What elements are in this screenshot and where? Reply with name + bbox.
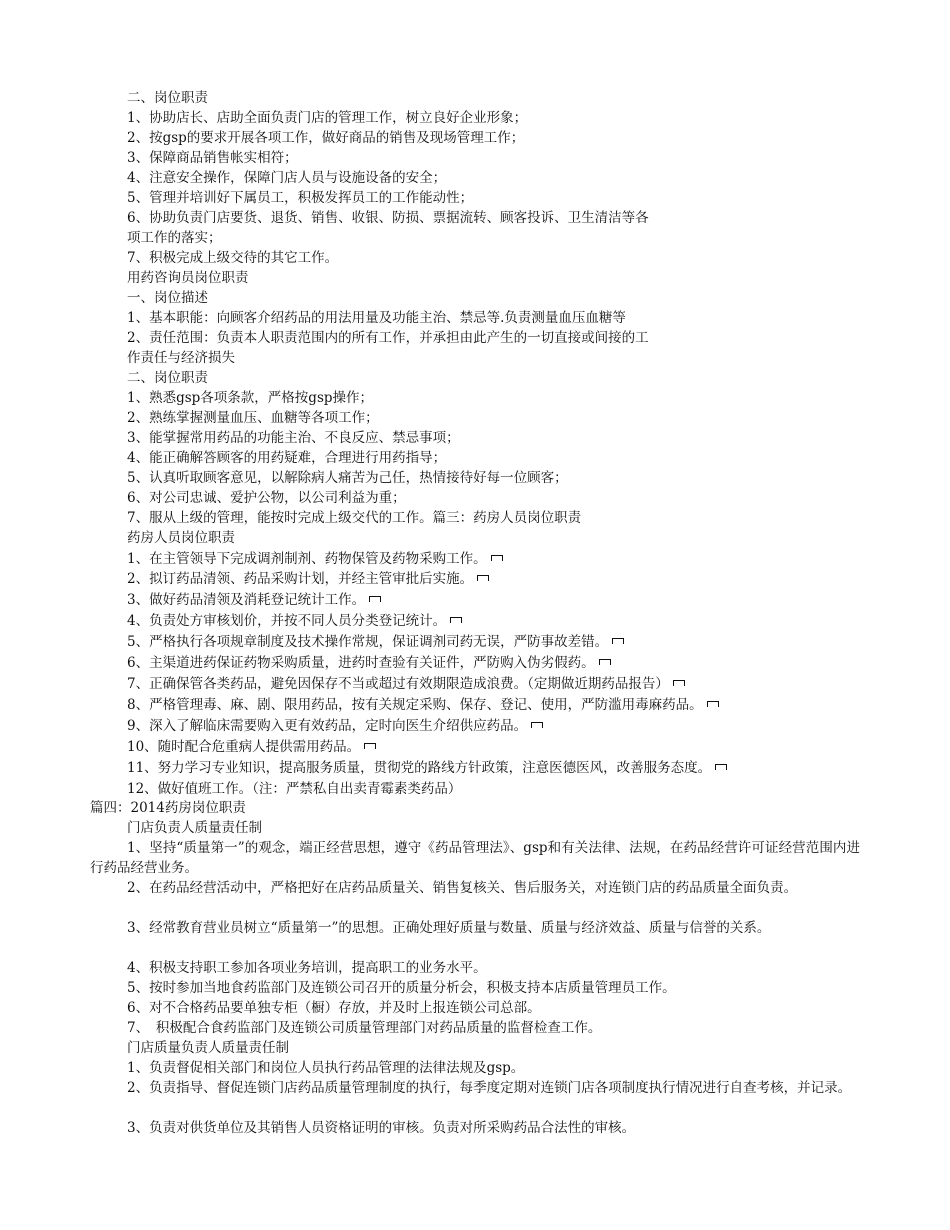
list-item <box>127 653 611 673</box>
text-line: 1、负责督促相关部门和岗位人员执行药品管理的法律法规及gsp。 <box>127 1060 525 1076</box>
return-mark-icon <box>477 575 489 581</box>
text-line: 7、服从上级的管理，能按时完成上级交代的工作。篇三：药房人员岗位职责 <box>127 510 582 526</box>
list-item-text: 11、努力学习专业知识，提高服务质量，贯彻党的路线方针政策，注意医德医风，改善服务态度。 <box>127 760 712 776</box>
list-item-text: 5、严格执行各项规章制度及技术操作常规，保证调剂司药无误，严防事故差错。 <box>127 634 609 650</box>
return-mark-icon <box>450 617 462 623</box>
paragraph: 2、负责指导、督促连锁门店药品质量管理制度的执行，每季度定期对连锁门店各项制度执行情况进行自查考核，并记录。 <box>127 1080 852 1096</box>
list-item-text: 8、严格管理毒、麻、剧、限用药品，按有关规定采购、保存、登记、使用，严防滥用毒麻药品。 <box>127 697 703 713</box>
text-line: 2、责任范围：负责本人职责范围内的所有工作，并承担由此产生的一切直接或间接的工 <box>127 330 649 346</box>
text-line: 3、负责对供货单位及其销售人员资格证明的审核。负责对所采购药品合法性的审核。 <box>127 1120 636 1136</box>
return-mark-icon <box>612 638 624 644</box>
text-line: 1、协助店长、店助全面负责门店的管理工作，树立良好企业形象； <box>127 110 528 126</box>
section-heading: 药房人员岗位职责 <box>127 530 235 546</box>
return-mark-icon <box>491 555 503 561</box>
list-item <box>127 632 624 652</box>
text-line: 二、岗位职责 <box>127 90 208 106</box>
list-item-text: 2、拟订药品清领、药品采购计划，并经主管审批后实施。 <box>127 571 474 587</box>
text-line: 5、认真听取顾客意见，以解除病人痛苦为己任，热情接待好每一位顾客； <box>127 470 568 486</box>
list-item <box>127 611 462 631</box>
list-item-text: 9、深入了解临床需要购入更有效药品，定时向医生介绍供应药品。 <box>127 718 528 734</box>
list-item <box>127 549 503 569</box>
section-heading: 门店负责人质量责任制 <box>127 820 262 836</box>
text-line: 3、保障商品销售帐实相符； <box>127 150 298 166</box>
list-item <box>127 674 685 694</box>
chapter-heading: 篇四：2014药房岗位职责 <box>90 800 246 816</box>
text-line: 3、能掌握常用药品的功能主治、不良反应、禁忌事项； <box>127 430 460 446</box>
section-heading: 门店质量负责人质量责任制 <box>127 1040 289 1056</box>
list-item-text: 4、负责处方审核划价，并按不同人员分类登记统计。 <box>127 613 447 629</box>
text-line: 7、积极完成上级交待的其它工作。 <box>127 250 339 266</box>
list-item-text: 10、随时配合危重病人提供需用药品。 <box>127 739 361 755</box>
text-line: 作责任与经济损失 <box>127 350 235 366</box>
list-item-text: 6、主渠道进药保证药物采购质量，进药时查验有关证件，严防购入伪劣假药。 <box>127 655 595 671</box>
text-line: 7、 积极配合食药监部门及连锁公司质量管理部门对药品质量的监督检查工作。 <box>127 1020 602 1036</box>
list-item <box>127 695 719 715</box>
text-line: 6、对不合格药品要单独专柜（橱）存放，并及时上报连锁公司总部。 <box>127 1000 541 1016</box>
text-line: 项工作的落实； <box>127 230 222 246</box>
text-line: 6、对公司忠诚、爱护公物，以公司利益为重； <box>127 490 406 506</box>
list-item-text: 3、做好药品清领及消耗登记统计工作。 <box>127 592 366 608</box>
text-line: 4、能正确解答顾客的用药疑难，合理进行用药指导； <box>127 450 447 466</box>
text-line: 1、基本职能：向顾客介绍药品的用法用量及功能主治、禁忌等.负责测量血压血糖等 <box>127 310 626 326</box>
list-item <box>127 569 489 589</box>
return-mark-icon <box>531 722 543 728</box>
text-line: 2、按gsp的要求开展各项工作，做好商品的销售及现场管理工作； <box>127 130 525 146</box>
return-mark-icon <box>673 680 685 686</box>
text-line: 二、岗位职责 <box>127 370 208 386</box>
return-mark-icon <box>364 743 376 749</box>
list-item-text: 7、正确保管各类药品，避免因保存不当或超过有效期限造成浪费。（定期做近期药品报告） <box>127 676 669 692</box>
text-line: 2、熟练掌握测量血压、血糖等各项工作； <box>127 410 379 426</box>
text-line: 5、按时参加当地食药监部门及连锁公司召开的质量分析会，积极支持本店质量管理员工作。 <box>127 980 676 996</box>
list-item <box>127 716 543 736</box>
return-mark-icon <box>707 701 719 707</box>
list-item: 12、做好值班工作。（注：严禁私自出卖青霉素类药品） <box>127 781 462 797</box>
section-heading: 用药咨询员岗位职责 <box>127 270 249 286</box>
return-mark-icon <box>599 659 611 665</box>
text-line: 1、熟悉gsp各项条款，严格按gsp操作； <box>127 390 374 406</box>
paragraph: 1、坚持“质量第一”的观念，端正经营思想，遵守《药品管理法》、gsp和有关法律、法规，在药品经营许可证经营范围内进行药品经营业务。 <box>90 840 860 876</box>
list-item-text: 1、在主管领导下完成调剂制剂、药物保管及药物采购工作。 <box>127 551 487 567</box>
paragraph: 3、经常教育营业员树立“质量第一”的思想。正确处理好质量与数量、质量与经济效益、质量与信誉的关系。 <box>127 920 771 936</box>
return-mark-icon <box>715 764 727 770</box>
text-line: 4、注意安全操作，保障门店人员与设施设备的安全； <box>127 170 447 186</box>
list-item <box>127 758 727 778</box>
paragraph: 2、在药品经营活动中，严格把好在店药品质量关、销售复核关、售后服务关，对连锁门店的药品质量全面负责。 <box>127 880 798 896</box>
list-item <box>127 737 376 757</box>
text-line: 4、积极支持职工参加各项业务培训，提高职工的业务水平。 <box>127 960 487 976</box>
text-line: 5、管理并培训好下属员工，积极发挥员工的工作能动性； <box>127 190 474 206</box>
return-mark-icon <box>369 596 381 602</box>
list-item <box>127 590 381 610</box>
text-line: 一、岗位描述 <box>127 290 208 306</box>
text-line: 6、协助负责门店要货、退货、销售、收银、防损、票据流转、顾客投诉、卫生清洁等各 <box>127 210 649 226</box>
